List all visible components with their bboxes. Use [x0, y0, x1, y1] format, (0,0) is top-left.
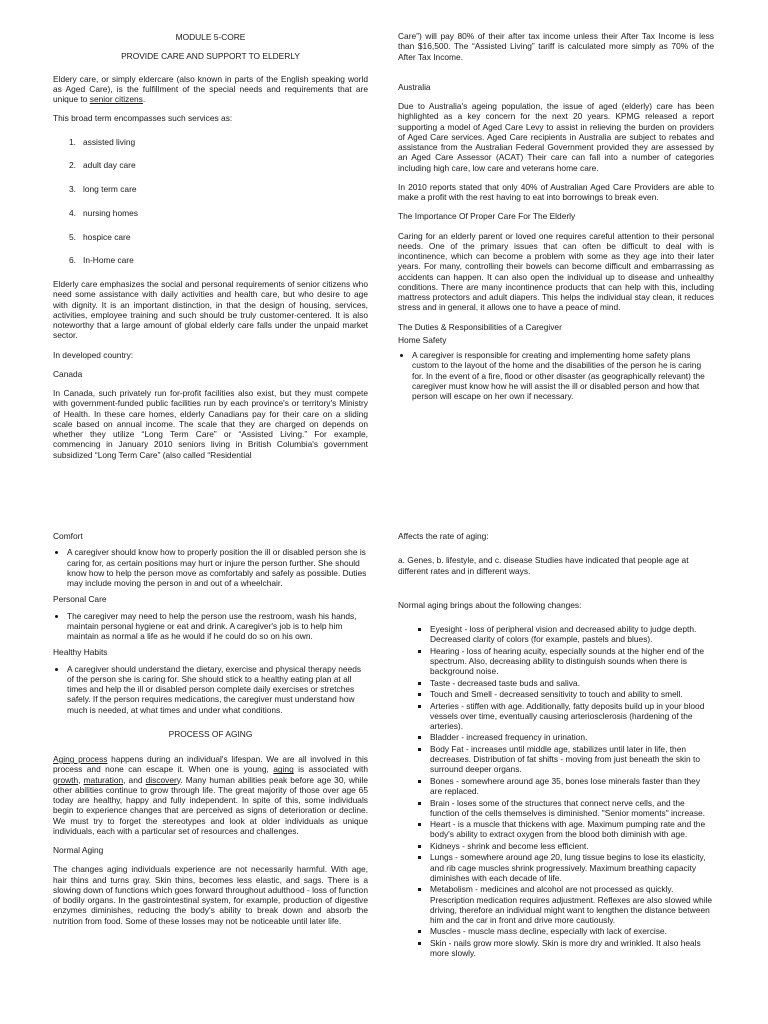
intro-end: . — [142, 94, 146, 104]
service-label: assisted living — [83, 136, 136, 147]
home-safety-heading: Home Safety — [398, 334, 447, 345]
page2-right-column — [398, 531, 714, 962]
service-label: adult day care — [83, 160, 136, 171]
australia-paragraph-1: Due to Australia's ageing population, the issue of aged (elderly) care has been highlighted as a key concern for the next 20 years. KPMG released a report supporting a model of Aged Care Levy to assist in relieving the burden on providers of Aged Care services. Aged Care recipients in Australia are subject to rebates and assistance from the Australian Federal Government provided they are assessed by an Aged Care Assessor (ACAT) Their care can fall into a number of categories including high care, low care and veterans home care. — [398, 101, 714, 173]
page1-right-column — [398, 31, 714, 407]
list-item: ▪ Body Fat - increases until middle age, stabilizes until later in life, then decreases. Distribution of fat shifts - moving from just beneath the skin to surround deeper organs. — [430, 744, 714, 775]
process-text: happens during an individual's lifespan. We are all involved in this process and none can escape it. When one is young, — [53, 754, 368, 775]
personal-care-list — [53, 611, 368, 642]
process-text: , and — [123, 774, 146, 785]
list-item: ▪ Eyesight - loss of peripheral vision and decreased ability to judge depth. Decreased clarity of colors (for example, pastels and blues). — [430, 624, 714, 645]
importance-paragraph: Caring for an elderly parent or loved one requires careful attention to their personal needs. One of the primary issues that can often be difficult to deal with is incontinence, which can become a problem with some as they age into their later years. For many, controlling their bowels can become difficult and embarrassing as accidents can happen. It can also open the individual up to disease and unhealthy conditions. There are many incontinence products that can help with this, including mattress protectors and adult diapers. This helps the individual stay clean, it reduces stress and in general, it allows one to have a peace of mind. — [398, 230, 714, 313]
broad-term-text: This broad term encompasses such services as: — [53, 113, 233, 124]
page2-left-column — [53, 531, 368, 935]
canada-continued-paragraph: Care”) will pay 80% of their after tax income unless their After Tax Income is less than $16,500. The “Assisted Living” tariff is calculated more simply as 70% of the After Tax Income. — [398, 31, 714, 62]
process-text: is associated with — [293, 764, 368, 775]
healthy-habits-list — [53, 664, 368, 715]
process-text: . Many human abilities peak before age 30, while other abilities continue to grow through life. The great majority of those over age 65 today are healthy, happy and fully independent. In spite of this, some individuals begin to experience changes that are perceived as signs of deterioration or decline. We must try to forget the stereotypes and look at older individuals as unique individuals, each with a particular set of resources and challenges. — [53, 774, 368, 836]
senior-citizens-link[interactable]: senior citizens — [89, 94, 143, 104]
aging-process-paragraph — [53, 754, 368, 836]
changes-heading: Normal aging brings about the following changes: — [398, 599, 582, 610]
list-item: 2. adult day care — [69, 160, 136, 171]
list-item: ▪ Lungs - somewhere around age 20, lung tissue begins to lose its elasticity, and rib cage muscles shrink progressively. Maximum breathing capacity diminishes with each decade of life. — [430, 852, 714, 883]
affects-paragraph: a. Genes, b. lifestyle, and c. disease Studies have indicated that people age at different rates and in different ways. — [398, 555, 689, 576]
normal-aging-paragraph: The changes aging individuals experience are not necessarily harmful. With age, hair thins and turns gray. Skin thins, becomes less elastic, and sags. There is a slowing down of functions which goes forward throughout adulthood - loss of function of bodily organs. In the gastrointestinal system, for example, production of digestive enzymes diminishes, reducing the body's ability to break down and absorb the nutrition from food. Some of these losses may not be noticeable until later life. — [53, 864, 368, 926]
list-item: • The caregiver may need to help the person use the restroom, wash his hands, maintain personal hygiene or eat and drink. A caregiver's job is to help him maintain as normal a life as he would if he could do so on his own. — [67, 611, 368, 642]
developed-country-text: In developed country: — [53, 349, 134, 360]
australia-paragraph-2: In 2010 reports stated that only 40% of Australian Aged Care Providers are able to make a profit with the rest having to eat into borrowings to break even. — [398, 181, 714, 202]
duties-heading: The Duties & Responsibilities of a Caregiver — [398, 321, 562, 332]
process-of-aging-heading: PROCESS OF AGING — [168, 728, 253, 739]
module-heading: MODULE 5-CORE — [175, 32, 246, 42]
service-label: hospice care — [83, 231, 131, 242]
services-list — [53, 137, 368, 266]
comfort-heading: Comfort — [53, 531, 83, 541]
page1-left-column — [53, 32, 368, 469]
list-item: ▪ Skin - nails grow more slowly. Skin is more dry and wrinkled. It also heals more slowly. — [430, 938, 714, 959]
document-title: PROVIDE CARE AND SUPPORT TO ELDERLY — [121, 51, 300, 62]
list-item: ▪ Bladder - increased frequency in urination. — [430, 732, 714, 742]
service-label: long term care — [83, 184, 137, 194]
comfort-list — [53, 547, 368, 588]
normal-aging-heading: Normal Aging — [53, 845, 104, 855]
list-item: ▪ Metabolism - medicines and alcohol are not processed as quickly. Prescription medication requires adjustment. Reflexes are also slowed while driving, therefore an individual might want to lengthen the distance between him and the car in front and drive more cautiously. — [430, 884, 714, 925]
intro-paragraph — [53, 74, 368, 105]
list-item: ▪ Kidneys - shrink and become less efficient. — [430, 841, 714, 851]
list-item: 1. assisted living — [69, 136, 136, 147]
list-item: ▪ Heart - is a muscle that thickens with age. Maximum pumping rate and the body's ability to extract oxygen from the blood both diminish with age. — [430, 819, 714, 840]
list-item: ▪ Touch and Smell - decreased sensitivity to touch and ability to smell. — [430, 689, 714, 699]
importance-heading: The Importance Of Proper Care For The Elderly — [398, 211, 576, 222]
service-label: In-Home care — [83, 255, 134, 266]
list-item: • A caregiver is responsible for creating and implementing home safety plans custom to the layout of the home and the disabilities of the person he is caring for. In the event of a fire, flood or other disaster (as geographically relevant) the caregiver must know how he will assist the ill or disabled person and how that person will escape on her own if necessary. — [412, 350, 714, 401]
list-item: 6. In-Home care — [69, 255, 134, 266]
list-item: ▪ Muscles - muscle mass decline, especially with lack of exercise. — [430, 926, 714, 936]
affects-heading: Affects the rate of aging: — [398, 531, 489, 541]
list-item: ▪ Hearing - loss of hearing acuity, especially sounds at the higher end of the spectrum. Also, decreasing ability to distinguish sounds when there is background noise. — [430, 646, 714, 677]
list-item: • A caregiver should know how to properly position the ill or disabled person she is caring for, as certain positions may hurt or injure the person further. She should know how to help the person move as comfortably and safely as possible. Duties may include moving the person in and out of a wheelchair. — [67, 547, 368, 588]
personal-care-heading: Personal Care — [53, 594, 107, 605]
list-item: ▪ Taste - decreased taste buds and saliva. — [430, 678, 714, 688]
healthy-habits-heading: Healthy Habits — [53, 647, 108, 658]
list-item: 3. long term care — [69, 184, 137, 194]
list-item: 5. hospice care — [69, 231, 131, 242]
service-label: nursing homes — [83, 207, 138, 218]
home-safety-list — [398, 350, 714, 401]
maturation-link[interactable]: maturation — [83, 774, 124, 785]
list-item: ▪ Bones - somewhere around age 35, bones lose minerals faster than they are replaced. — [430, 776, 714, 797]
changes-list — [398, 624, 714, 958]
discovery-link[interactable]: discovery — [145, 774, 181, 785]
intro-text: Eldery care, or simply eldercare (also known in parts of the English speaking world as Aged Care), is the fulfillment of the special needs and requirements that are unique to — [53, 73, 368, 104]
process-text: , — [78, 774, 84, 785]
list-item: 4. nursing homes — [69, 207, 138, 218]
aging-process-link[interactable]: Aging process — [53, 754, 108, 764]
list-item: ▪ Arteries - stiffen with age. Additionally, fatty deposits build up in your blood vessels over time, eventually causing arteriosclerosis (hardening of the arteries). — [430, 701, 714, 732]
canada-paragraph: In Canada, such privately run for-profit facilities also exist, but they must compete with government-funded public facilities run by each province's or territory's Ministry of Health. In these care homes, elderly Canadians pay for their care on a sliding scale based on annual income. The scale that they are charged on depends on whether they utilize “Long Term Care” or “Assisted Living.” For example, commencing in January 2010 seniors living in British Columbia's government subsidized “Long Term Care” (also called “Residential — [53, 388, 368, 460]
growth-link[interactable]: growth — [53, 774, 79, 785]
emphasizes-paragraph: Elderly care emphasizes the social and personal requirements of senior citizens who need some assistance with daily activities and health care, but who desire to age with dignity. It is an important distinction, in that the design of housing, services, activities, employee training and such should be truly customer-centered. It is also noteworthy that a large amount of global elderly care falls under the unpaid market sector. — [53, 279, 368, 341]
canada-heading: Canada — [53, 368, 83, 379]
aging-link[interactable]: aging — [273, 764, 294, 775]
list-item: ▪ Brain - loses some of the structures that connect nerve cells, and the function of the cells themselves is diminished. "Senior moments" increase. — [430, 798, 714, 819]
australia-heading: Australia — [398, 81, 431, 92]
list-item: • A caregiver should understand the dietary, exercise and physical therapy needs of the person she is caring for. She should stick to a healthy eating plan at all times and help the ill or disabled person complete daily exercises or stretches safely. If the person requires medications, the caregiver must understand how much is needed, at what times and under what conditions. — [67, 664, 368, 715]
